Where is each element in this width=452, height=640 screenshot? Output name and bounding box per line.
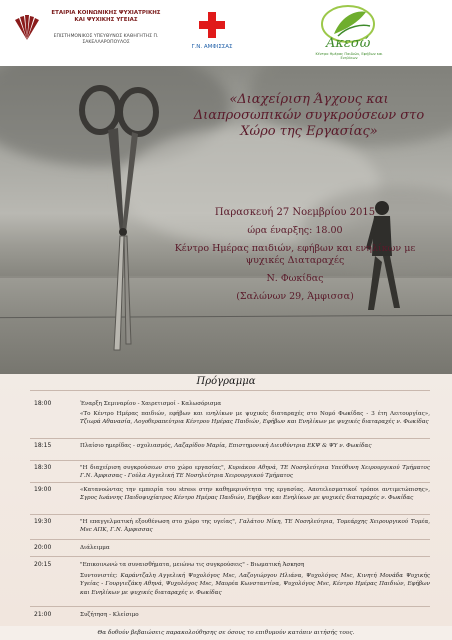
- hospital-logo: [190, 12, 234, 62]
- akeso-subtitle: Κέντρο Ημέρας Παιδιών, Εφήβων και Ενηλίκων: [315, 52, 383, 60]
- society-subtitle: ΕΠΙΣΤΗΜΟΝΙΚΟΣ ΥΠΕΥΘΥΝΟΣ ΚΑΘΗΓΗΤΗΣ Π. ΣΑΚΕΛΛΑΡΟΠΟΥΛΟΣ: [53, 34, 159, 45]
- row-detail: Σγρος Ιωάννης Παιδοψυχίατρος Κέντρο Ημέρας Παιδιών, Εφήβων και Ενηλίκων με ψυχικές διαταραχές ν. Φωκίδας: [80, 495, 414, 502]
- row-detail: Καράντζαλη Αγγελική Ψυχολόγος Msc, Λαζογιώργου Ηλιάνα, Ψυχολόγος Msc, Κινητή Μονάδα Ψυχικής Υγείας - Γουργιεζάκη Αθηνά, Ψυχολόγος Msc, Μαυρέα Κωνσταντίνα, Ψυχολόγος Msc, Κέντρο Ημέρας Παιδιών, Εφήβων και Ενηλίκων με ψυχικές διαταραχές ν. Φωκίδας: [80, 573, 430, 596]
- programme-title: Πρόγραμμα: [196, 376, 256, 387]
- row-time: 19:00: [34, 486, 52, 493]
- society-logo: [12, 8, 162, 60]
- hospital-label: Γ.Ν. ΑΜΦΙΣΣΑΣ: [191, 44, 233, 50]
- row-detail: Λαζαρίδου Μαρία, Επιστημονική Διευθύντρια ΕΚΨ & ΨΥ ν. Φωκίδας: [174, 443, 372, 449]
- akeso-title: Ακεσώ: [326, 36, 371, 51]
- row-time: 20:00: [34, 544, 52, 551]
- event-date: Παρασκευή 27 Νοεμβρίου 2015: [214, 207, 376, 218]
- row-title: Συζήτηση - Κλείσιμο: [80, 612, 139, 618]
- red-cross-icon: [199, 12, 225, 38]
- row-detail: Γαλάτου Νίκη, ΤΕ Νοσηλεύτρια, Τομεάρχης Χειρουργικού Τομέα, Msc ΑΠΚ, Γ.Ν. Άμφισσας: [80, 519, 431, 534]
- row-title: "Επικοινωνώ τα συναισθήματα, μειώνω τις συγκρούσεις" - Βιωματική Άσκηση: [80, 562, 305, 568]
- row-title: «Κατανοώντας την εμπειρία του stress στην καθημερινότητα της εργασίας. Αποτελεσματικοί τρόποι αντιμετώπισης»,: [80, 487, 430, 493]
- row-time: 18:15: [34, 442, 52, 449]
- event-info: [150, 204, 440, 306]
- row-title: Έναρξη Σεμιναρίου - Χαιρετισμοί - Καλωσόρισμα: [80, 401, 222, 407]
- row-title: Πλαίσιο ημερίδας - σχολιασμός,: [80, 443, 173, 449]
- header-logos: [0, 0, 452, 66]
- hero-banner: [0, 66, 452, 374]
- certificate-note: Θα δοθούν βεβαιώσεις παρακολούθησης σε όσους το επιθυμούν κατόπιν αιτήσής τους.: [0, 626, 452, 640]
- row-time: 21:00: [34, 611, 52, 618]
- event-title: «Διαχείριση Άγχους και Διαπροσωπικών συγκρούσεων στο Χώρο της Εργασίας»: [193, 92, 425, 139]
- fan-emblem-icon: [12, 12, 42, 42]
- event-address: (Σαλώνων 29, Άμφισσα): [236, 291, 354, 302]
- row-detail: Κυριάκου Αθηνά, ΤΕ Νοσηλεύτρια Υπεύθυνη Χειρουργικού Τμήματος Γ.Ν. Άμφισσας - Γούλα Αγγελική ΤΕ Νοσηλεύτρια Χειρουργικού Τμήματος: [80, 465, 431, 480]
- row-title: «Το Κέντρο Ημέρας παιδιών, εφήβων και ενηλίκων με ψυχικές διαταραχές στο Νομό Φωκίδας - 3 έτη Λειτουργίας»,: [80, 411, 430, 417]
- row-title: Συντονιστές:: [80, 573, 118, 579]
- row-time: 18:00: [34, 400, 52, 407]
- society-name: ΕΤΑΙΡΙΑ ΚΟΙΝΩΝΙΚΗΣ ΨΥΧΙΑΤΡΙΚΗΣ ΚΑΙ ΨΥΧΙΚΗΣ ΥΓΕΙΑΣ: [51, 10, 161, 23]
- row-time: 20:15: [34, 561, 52, 568]
- row-time: 19:30: [34, 518, 52, 525]
- row-title: "Η διαχείριση συγκρούσεων στο χώρο εργασίας",: [80, 465, 226, 471]
- programme-section: [0, 374, 452, 626]
- row-title: "Η επαγγελματική εξουθένωση στο χώρο της υγείας",: [80, 519, 237, 525]
- event-region: Ν. Φωκίδας: [266, 273, 324, 284]
- akeso-logo: [312, 4, 384, 62]
- row-title: Διάλειμμα: [80, 545, 110, 551]
- event-start-time: ώρα έναρξης: 18.00: [247, 225, 343, 236]
- row-time: 18:30: [34, 464, 52, 471]
- event-venue: Κέντρο Ημέρας παιδιών, εφήβων και ενηλίκων με ψυχικές Διαταραχές: [174, 243, 416, 266]
- row-detail: Τζιωρά Αθανασία, Λογοθεραπεύτρια Κέντρου Ημέρας Παιδιών, Εφήβων και Ενηλίκων με ψυχικές διαταραχές ν. Φωκίδας: [80, 419, 429, 426]
